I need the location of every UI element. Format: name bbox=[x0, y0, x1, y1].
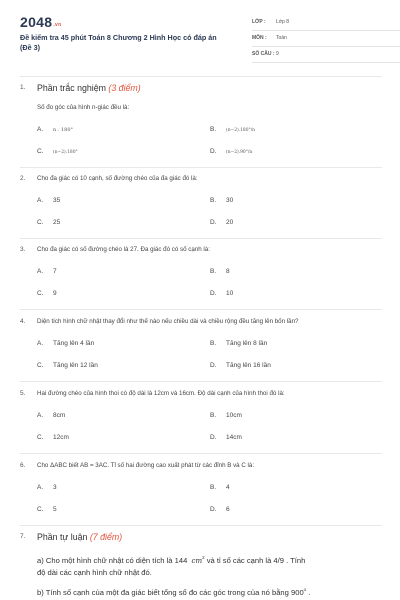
meta-row-class bbox=[252, 17, 400, 31]
page-title: Đề kiểm tra 45 phút Toán 8 Chương 2 Hình Học có đáp án (Đề 3) bbox=[20, 33, 217, 52]
option-label: C. bbox=[37, 219, 44, 226]
divider bbox=[20, 76, 382, 77]
option-label: A. bbox=[37, 484, 44, 491]
option-text: 35 bbox=[53, 197, 61, 204]
option-label: D. bbox=[210, 219, 217, 226]
option-b[interactable] bbox=[210, 340, 267, 347]
option-label: A. bbox=[37, 268, 44, 275]
meta-value: 9 bbox=[276, 51, 279, 57]
option-label: A. bbox=[37, 412, 44, 419]
question-text: Cho đa giác có số đường chéo là 27. Đa giác đó có số cạnh là: bbox=[37, 246, 210, 253]
option-text: (n−2).90°/n bbox=[226, 150, 253, 155]
option-a[interactable] bbox=[37, 412, 65, 419]
option-text: 12cm bbox=[53, 434, 69, 441]
meta-label: LỚP : bbox=[252, 19, 266, 25]
question-number: 5. bbox=[20, 390, 26, 397]
option-a[interactable] bbox=[37, 340, 94, 347]
option-a[interactable] bbox=[37, 484, 57, 491]
option-text: Tăng lên 4 lần bbox=[53, 340, 95, 347]
header bbox=[20, 14, 382, 64]
section-title-text: Phần tự luận bbox=[37, 532, 88, 542]
option-label: C. bbox=[37, 434, 44, 441]
exam-meta bbox=[252, 17, 400, 65]
option-label: B. bbox=[210, 412, 217, 419]
section-points: (7 điểm) bbox=[89, 532, 123, 542]
option-d[interactable] bbox=[210, 362, 271, 369]
option-a[interactable] bbox=[37, 268, 57, 275]
divider bbox=[20, 453, 382, 454]
question-2 bbox=[20, 175, 382, 235]
option-label: D. bbox=[210, 506, 217, 513]
essay-part-a-text-line2: độ dài các cạnh hình chữ nhật đó. bbox=[37, 568, 152, 577]
section-number: 1. bbox=[20, 84, 26, 91]
option-label: A. bbox=[37, 197, 44, 204]
section-number: 7. bbox=[20, 533, 26, 540]
meta-value: Lớp 8 bbox=[276, 19, 290, 25]
option-label: D. bbox=[210, 362, 217, 369]
divider bbox=[20, 525, 382, 526]
option-b[interactable] bbox=[210, 126, 255, 133]
option-text: Tăng lên 8 lần bbox=[226, 340, 268, 347]
divider bbox=[20, 309, 382, 310]
question-text: Cho ΔABC biết AB = 3AC. Tỉ số hai đường cao xuất phát từ các đỉnh B và C là: bbox=[37, 462, 255, 469]
option-b[interactable] bbox=[210, 484, 230, 491]
option-text: 4 bbox=[226, 484, 230, 491]
option-label: B. bbox=[210, 197, 217, 204]
unit-cm: cm bbox=[191, 557, 203, 565]
option-text: 8 bbox=[226, 268, 230, 275]
unit-exponent: 2 bbox=[202, 555, 205, 560]
option-b[interactable] bbox=[210, 197, 233, 204]
option-label: B. bbox=[210, 268, 217, 275]
section-points: (3 điểm) bbox=[108, 83, 141, 93]
option-text: 20 bbox=[226, 219, 234, 226]
option-d[interactable] bbox=[210, 148, 252, 155]
option-text: Tăng lên 16 lần bbox=[226, 362, 271, 369]
option-label: D. bbox=[210, 290, 217, 297]
option-c[interactable] bbox=[37, 290, 57, 297]
question-text: Hai đường chéo của hình thoi có độ dài là 12cm và 16cm. Độ dài cạnh của hình thoi đó là: bbox=[37, 390, 285, 397]
option-label: B. bbox=[210, 484, 217, 491]
question-1 bbox=[20, 104, 382, 164]
option-label: C. bbox=[37, 506, 44, 513]
option-text: 25 bbox=[53, 219, 61, 226]
logo-main: 2048 bbox=[20, 14, 53, 30]
option-text: 3 bbox=[53, 484, 57, 491]
meta-value: Toán bbox=[276, 35, 287, 41]
option-c[interactable] bbox=[37, 434, 69, 441]
option-text: 9 bbox=[53, 290, 57, 297]
question-5 bbox=[20, 390, 382, 450]
option-d[interactable] bbox=[210, 506, 230, 513]
question-text: Diện tích hình chữ nhật thay đổi như thế nào nếu chiều dài và chiều rộng đều tăng lên bốn lần? bbox=[37, 318, 299, 325]
question-number: 6. bbox=[20, 462, 26, 469]
option-d[interactable] bbox=[210, 434, 242, 441]
essay-part-b bbox=[37, 584, 382, 598]
option-label: B. bbox=[210, 340, 217, 347]
option-d[interactable] bbox=[210, 219, 233, 226]
option-label: C. bbox=[37, 148, 44, 155]
section-title bbox=[37, 83, 141, 93]
section-title bbox=[37, 532, 122, 542]
option-text: (n−2).180° bbox=[53, 150, 78, 155]
option-c[interactable] bbox=[37, 219, 60, 226]
divider bbox=[20, 381, 382, 382]
question-number: 4. bbox=[20, 318, 26, 325]
option-text: 10cm bbox=[226, 412, 242, 419]
option-c[interactable] bbox=[37, 148, 78, 155]
question-6 bbox=[20, 462, 382, 522]
option-b[interactable] bbox=[210, 412, 242, 419]
option-d[interactable] bbox=[210, 290, 233, 297]
site-logo[interactable] bbox=[20, 14, 61, 30]
meta-row-subject bbox=[252, 33, 400, 47]
option-text: 30 bbox=[226, 197, 234, 204]
meta-label: MÔN : bbox=[252, 35, 267, 41]
option-b[interactable] bbox=[210, 268, 230, 275]
meta-label: SỐ CÂU : bbox=[252, 51, 275, 57]
question-4 bbox=[20, 318, 382, 378]
essay-part-a-text: a) Cho một hình chữ nhật có diện tích là 144 bbox=[37, 556, 188, 565]
option-text: 14cm bbox=[226, 434, 242, 441]
section-essay bbox=[20, 533, 382, 545]
option-label: A. bbox=[37, 340, 44, 347]
section-multiple-choice bbox=[20, 84, 382, 96]
question-text: Số đo góc của hình n-giác đều là: bbox=[37, 104, 130, 111]
divider bbox=[20, 238, 382, 239]
divider bbox=[20, 167, 382, 168]
option-label: C. bbox=[37, 362, 44, 369]
option-label: A. bbox=[37, 126, 44, 133]
option-text: Tăng lên 12 lần bbox=[53, 362, 98, 369]
option-label: B. bbox=[210, 126, 217, 133]
option-a[interactable] bbox=[37, 197, 60, 204]
essay-part-a-text-cont: và tỉ số các cạnh là 4/9 . Tính bbox=[204, 556, 306, 565]
option-text: n . 180° bbox=[53, 127, 74, 133]
option-text: 10 bbox=[226, 290, 234, 297]
essay-part-a bbox=[37, 552, 382, 578]
option-label: C. bbox=[37, 290, 44, 297]
option-text: (n−2).180°/n bbox=[226, 128, 256, 133]
option-text: 8cm bbox=[53, 412, 66, 419]
option-a[interactable] bbox=[37, 126, 73, 133]
option-c[interactable] bbox=[37, 362, 98, 369]
question-3 bbox=[20, 246, 382, 306]
option-label: D. bbox=[210, 434, 217, 441]
option-c[interactable] bbox=[37, 506, 57, 513]
degree-sign: o bbox=[303, 587, 307, 592]
question-text: Cho đa giác có 10 cạnh, số đường chéo của đa giác đó là: bbox=[37, 175, 198, 182]
essay-part-b-text: b) Tính số cạnh của một đa giác biết tổng số đo các góc trong của nó bằng 900 bbox=[37, 588, 304, 597]
question-number: 3. bbox=[20, 246, 26, 253]
meta-row-count bbox=[252, 49, 400, 63]
section-title-text: Phần trắc nghiệm bbox=[37, 83, 106, 93]
question-number: 2. bbox=[20, 175, 26, 182]
essay-part-b-end: . bbox=[306, 588, 311, 597]
option-text: 5 bbox=[53, 506, 57, 513]
option-label: D. bbox=[210, 148, 217, 155]
logo-suffix: .vn bbox=[53, 22, 62, 28]
option-text: 7 bbox=[53, 268, 57, 275]
option-text: 6 bbox=[226, 506, 230, 513]
